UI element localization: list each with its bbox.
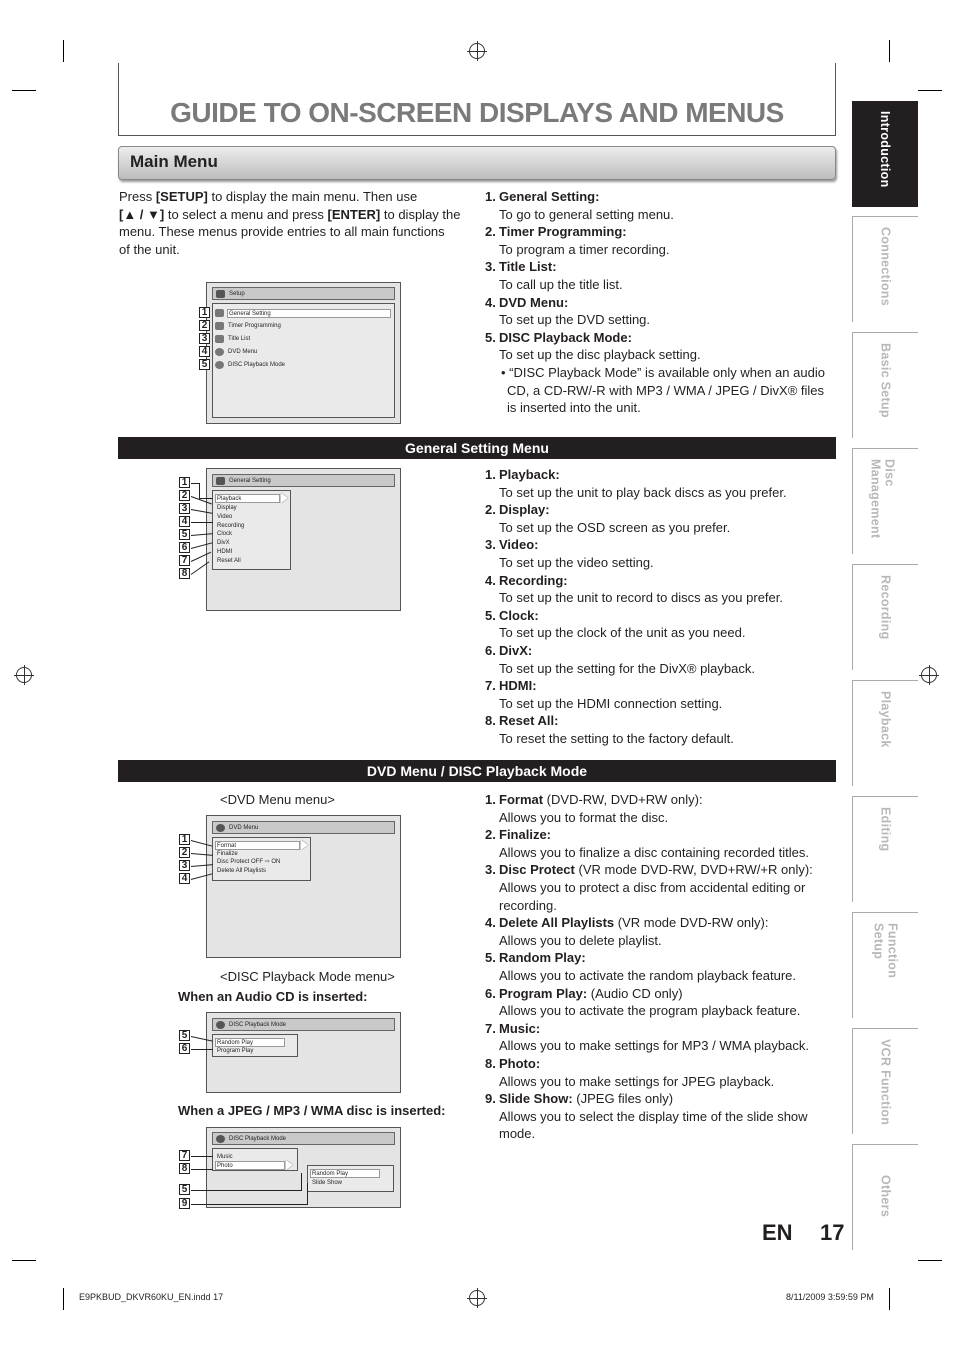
item-heading: Playback: [499,467,560,482]
item-number: 8. [485,713,496,729]
item-description: Allows you to select the display time of the slide show mode. [499,1108,808,1142]
item-number: 9. [485,1091,496,1107]
item-heading: Format [499,792,544,807]
item-description: To set up the setting for the DivX® playback. [499,660,755,676]
item-number: 5. [485,607,496,623]
item-heading: Reset All: [499,713,559,729]
wrench-icon [216,477,225,485]
menu-item-hdmi: HDMI [217,549,233,555]
list-item [485,607,835,642]
registration-mark-icon [921,667,937,683]
callout-number: 5 [179,529,190,540]
callout-leader [191,1049,213,1050]
audio-cd-panel [212,1034,298,1057]
item-description: Allows you to activate the random playback feature. [499,967,796,983]
item-number: 1. [485,792,496,807]
callout-number: 3 [179,503,190,514]
callout-number: 8 [179,1163,190,1174]
list-item [485,294,835,329]
item-heading: Disc Protect [499,862,575,878]
callout-number: 1 [179,834,190,845]
header-label: Setup [229,291,245,297]
setup-item-dvd-menu: DVD Menu [228,349,258,355]
crop-mark [918,1260,942,1261]
item-description: To reset the setting to the factory default. [499,730,734,746]
section-bar-dvd-menu: DVD Menu / DISC Playback Mode [118,760,836,782]
crop-mark [12,90,36,91]
dvd-menu-screen-header [212,821,395,834]
item-description: To set up the HDMI connection setting. [499,695,723,711]
menu-item-finalize: Finalize [217,851,238,857]
list-item [485,712,835,747]
callout-number: 9 [179,1198,190,1209]
photo-submenu-panel [307,1165,394,1192]
list-item [485,642,835,677]
item-description: To set up the video setting. [499,554,654,570]
callout-number: 2 [199,320,210,331]
menu-item-reset-all: Reset All [217,558,241,564]
setup-key: [SETUP] [155,189,208,204]
item-description: Allows you to finalize a disc containing recorded titles. [499,844,809,860]
submenu-item-random-play: Random Play [310,1169,380,1178]
general-setting-panel [212,490,291,570]
item-qualifier: (JPEG files only) [572,1091,674,1107]
disc-playback-icon [216,1021,225,1029]
main-menu-list [485,188,835,417]
item-number: 1. [485,467,496,482]
list-item [485,223,835,258]
menu-item-video: Video [217,514,233,520]
callout-number: 4 [179,873,190,884]
setup-screen-panel [212,303,395,418]
callout-leader [191,483,199,484]
jpeg-panel [212,1148,298,1171]
audio-cd-screen [206,1012,401,1093]
menu-item-music: Music [217,1154,233,1160]
item-description: To set up the DVD setting. [499,312,651,328]
setup-item-timer-programming: Timer Programming [228,323,281,329]
list-item [485,1020,835,1055]
jpeg-screen-header [212,1132,395,1145]
callout-leader [301,1173,302,1191]
general-setting-screen-header [212,474,395,487]
item-heading: Photo: [499,1055,541,1071]
item-heading: HDMI: [499,678,537,694]
registration-mark-icon [16,667,32,683]
page-number: 17 [820,1220,845,1245]
tab-recording[interactable] [852,564,918,670]
menu-item-format: Format [215,841,300,850]
disc-icon [216,824,225,832]
dvd-menu-caption: <DVD Menu menu> [220,792,335,807]
submenu-arrow-icon [286,1160,293,1170]
tab-others[interactable] [852,1144,918,1250]
enter-key: [ENTER] [327,206,381,222]
item-description: Allows you to make settings for MP3 / WMA playback. [499,1038,809,1054]
crop-mark [918,90,942,91]
submenu-arrow-icon [281,493,288,503]
item-number: 3. [485,537,496,553]
callout-leader [191,522,213,523]
item-description: Allows you to format the disc. [499,809,669,825]
item-description: To call up the title list. [499,276,623,292]
header-label: General Setting [229,478,271,484]
setup-icon [216,290,225,298]
item-number: 3. [485,259,496,275]
callout-number: 7 [179,1150,190,1161]
list-item [485,861,835,914]
crop-mark [63,40,64,62]
item-number: 5. [485,950,496,966]
item-number: 1. [485,189,496,204]
main-menu-header-bar [118,146,836,180]
callout-number: 4 [199,346,210,357]
crop-mark [889,1288,890,1310]
callout-number: 2 [179,847,190,858]
menu-item-program-play: Program Play [217,1048,254,1054]
general-setting-icon [215,309,224,317]
dvd-menu-screen [206,815,401,958]
tab-basic-setup[interactable] [852,332,918,438]
disc-playback-icon [216,1135,225,1143]
crop-mark [63,1288,64,1310]
menu-item-photo: Photo [215,1161,285,1170]
callout-leader [199,483,200,499]
tab-function-setup[interactable] [852,912,918,1018]
main-menu-title: Main Menu [130,152,218,171]
main-menu-intro [119,188,469,259]
menu-item-recording: Recording [217,523,245,529]
item-description: Allows you to delete playlist. [499,932,662,948]
list-item [485,791,835,826]
footer-timestamp: 8/11/2009 3:59:59 PM [786,1292,874,1302]
item-qualifier: (VR mode DVD-RW, DVD+RW/+R only): [574,862,813,878]
tab-label: Introduction [878,111,892,188]
intro-text: to display the [380,206,461,222]
setup-item-general-setting: General Setting [227,309,391,318]
list-item [485,501,835,536]
list-item [485,985,835,1020]
header-label: DVD Menu [229,825,259,831]
list-item [485,572,835,607]
item-number: 2. [485,502,496,518]
item-number: 6. [485,985,496,1001]
submenu-item-slide-show: Slide Show [312,1180,343,1186]
item-heading: Clock: [499,607,539,623]
crop-mark [889,40,890,62]
tab-introduction[interactable] [852,101,918,207]
list-item [485,826,835,861]
callout-number: 3 [199,333,210,344]
section-bar-general-setting: General Setting Menu [118,437,836,459]
general-setting-list [485,466,835,748]
intro-text: of the unit. [119,242,180,258]
jpeg-caption: When a JPEG / MP3 / WMA disc is inserted: [178,1103,446,1118]
tab-playback[interactable] [852,680,918,786]
registration-mark-icon [469,1290,485,1306]
header-label: DISC Playback Mode [229,1022,287,1028]
arrow-keys: [▲ / ▼] [119,206,165,222]
callout-number: 5 [179,1030,190,1041]
item-number: 2. [485,224,496,240]
list-item [485,949,835,984]
list-item [485,914,835,949]
disc-protect-on-label: ON [271,859,281,865]
callout-number: 7 [179,555,190,566]
menu-item-disc-protect [217,858,280,867]
item-heading: Delete All Playlists [499,915,615,931]
dvd-menu-panel [212,837,311,881]
tab-label: Function Setup [871,923,900,979]
audio-cd-screen-header [212,1018,395,1031]
item-qualifier: (DVD-RW, DVD+RW only): [543,792,703,807]
item-heading: DVD Menu: [499,294,569,310]
dvd-menu-list [485,791,835,1143]
tab-label: Disc Management [868,459,897,539]
list-item [485,329,835,417]
disc-icon [215,348,224,356]
item-heading: Slide Show: [499,1091,573,1107]
title-list-icon [215,335,224,343]
availability-note: • “DISC Playback Mode” is available only when an audio CD, a CD-RW/-R with MP3 / WMA / JPEG / DivX® files is inserted into the unit. [501,364,825,416]
item-description: To set up the unit to play back discs as you prefer. [499,484,787,500]
intro-text: Press [119,189,156,204]
item-description: Allows you to make settings for JPEG playback. [499,1073,775,1089]
item-heading: Timer Programming: [499,224,627,240]
intro-text: to display the main menu. Then use [207,189,418,204]
item-heading: Title List: [499,259,557,275]
audio-cd-caption: When an Audio CD is inserted: [178,989,368,1004]
timer-icon [215,322,224,330]
setup-item-disc-playback-mode: DISC Playback Mode [228,362,286,368]
menu-item-display: Display [217,505,237,511]
item-number: 4. [485,572,496,588]
item-number: 6. [485,642,496,658]
callout-number: 1 [199,307,210,318]
item-description: Allows you to protect a disc from accidental editing or recording. [499,879,806,913]
menu-item-playback: Playback [215,494,280,503]
callout-number: 3 [179,860,190,871]
callout-number: 5 [199,359,210,370]
item-description: To set up the OSD screen as you prefer. [499,519,731,535]
tab-label: VCR Function [878,1039,893,1126]
item-heading: DISC Playback Mode: [499,329,632,345]
tab-label: Recording [878,575,893,640]
tab-label: Playback [878,691,893,748]
callout-leader [191,1190,301,1191]
menu-item-delete-all-playlists: Delete All Playlists [217,868,267,874]
header-label: DISC Playback Mode [229,1136,287,1142]
jpeg-screen [206,1127,401,1208]
menu-item-random-play: Random Play [215,1038,285,1047]
item-number: 4. [485,294,496,310]
tab-label: Others [878,1175,893,1218]
tab-label: Connections [878,227,893,306]
disc-protect-label: Disc Protect OFF [217,859,264,865]
tab-vcr-function[interactable] [852,1028,918,1134]
item-heading: Random Play: [499,950,586,966]
item-heading: Recording: [499,572,568,588]
item-number: 2. [485,827,496,843]
general-setting-screen [206,468,401,611]
item-number: 3. [485,862,496,878]
item-qualifier: (Audio CD only) [587,985,683,1001]
submenu-arrow-icon [301,840,308,850]
tab-connections[interactable] [852,216,918,322]
item-number: 7. [485,678,496,694]
arrow-right-icon: ⇨ [264,859,270,865]
item-heading: Display: [499,502,550,518]
item-qualifier: (VR mode DVD-RW only): [614,915,769,931]
menu-item-clock: Clock [217,531,233,537]
item-number: 4. [485,915,496,931]
item-number: 5. [485,329,496,345]
setup-item-title-list: Title List [228,336,251,342]
setup-screen [206,282,401,424]
language-label: EN [762,1220,793,1245]
callout-number: 1 [179,477,190,488]
item-number: 7. [485,1020,496,1036]
intro-text: to select a menu and press [164,206,328,222]
tab-label: Basic Setup [878,343,893,418]
item-heading: Music: [499,1020,541,1036]
menu-item-divx: DivX [217,540,230,546]
item-heading: General Setting: [499,189,600,204]
list-item [485,1055,835,1090]
list-item [485,536,835,571]
list-item [485,258,835,293]
disc-playback-caption: <DISC Playback Mode menu> [220,969,395,984]
callout-leader [191,1204,307,1205]
tab-label: Editing [878,807,893,852]
tab-editing[interactable] [852,796,918,902]
callout-number: 6 [179,542,190,553]
callout-number: 4 [179,516,190,527]
registration-mark-icon [469,43,485,59]
tab-disc-management[interactable] [852,448,918,554]
item-heading: Finalize: [499,827,552,843]
item-description: To set up the unit to record to discs as you prefer. [499,590,783,606]
disc-playback-icon [215,361,224,369]
callout-number: 2 [179,490,190,501]
item-description: To set up the clock of the unit as you need. [499,625,746,641]
item-heading: Video: [499,537,539,553]
item-heading: DivX: [499,642,533,658]
item-heading: Program Play: [499,985,588,1001]
item-description: To go to general setting menu. [499,206,674,222]
list-item [485,466,835,501]
callout-number: 8 [179,568,190,579]
item-number: 8. [485,1055,496,1071]
item-description: To program a timer recording. [499,241,670,257]
footer-file-name: E9PKBUD_DKVR60KU_EN.indd 17 [79,1292,224,1302]
crop-mark [12,1260,36,1261]
callout-number: 6 [179,1043,190,1054]
callout-number: 5 [179,1184,190,1195]
item-description: Allows you to activate the program playback feature. [499,1003,801,1019]
list-item [485,188,835,223]
callout-leader [191,1156,213,1157]
intro-text: menu. These menus provide entries to all main functions [119,224,445,240]
setup-screen-header [212,287,395,300]
item-description: To set up the disc playback setting. [499,347,701,363]
list-item [485,677,835,712]
callout-leader [307,1183,308,1205]
callout-leader [191,1169,213,1170]
page-title: GUIDE TO ON-SCREEN DISPLAYS AND MENUS [170,97,784,128]
list-item [485,1090,835,1143]
